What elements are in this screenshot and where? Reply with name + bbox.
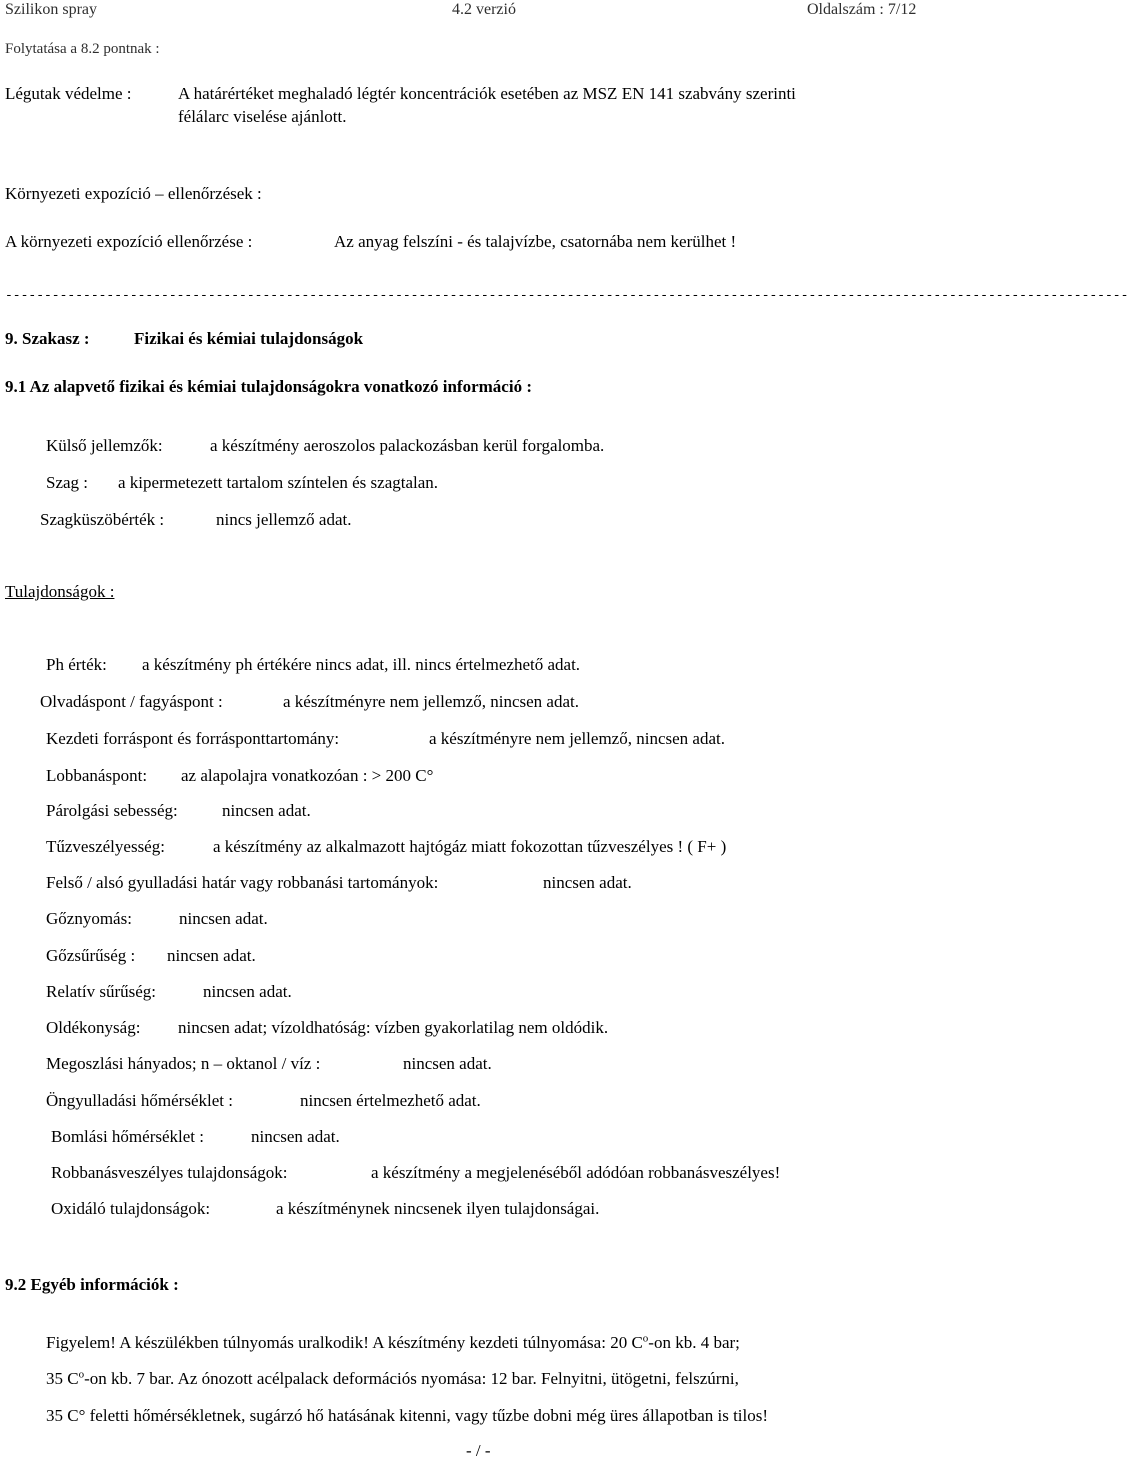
prop-label: Oxidáló tulajdonságok: (51, 1199, 211, 1218)
s91-heading: 9.1 Az alapvető fizikai és kémiai tulajdonságokra vonatkozó információ : (5, 377, 532, 396)
version-label: 4.2 verzió (452, 1, 516, 18)
prop-value: a készítmény az alkalmazott hajtógáz miatt fokozottan tűzveszélyes ! ( F+ ) (213, 837, 727, 856)
prop-value: nincsen adat. (167, 946, 256, 965)
prop-value: nincsen adat. (543, 873, 632, 892)
prop-label: Robbanásveszélyes tulajdonságok: (51, 1163, 288, 1182)
prop-value: nincsen adat; vízoldhatóság: vízben gyakorlatilag nem oldódik. (178, 1018, 609, 1037)
s92-heading: 9.2 Egyéb információk : (5, 1275, 179, 1294)
env-label: A környezeti expozíció ellenőrzése : (5, 232, 253, 251)
prop-value: az alapolajra vonatkozóan : > 200 C° (181, 766, 434, 785)
env-value: Az anyag felszíni - és talajvízbe, csatornába nem kerülhet ! (334, 232, 737, 251)
page-footer: - / - (466, 1441, 491, 1460)
prop-label: Oldékonyság: (46, 1018, 141, 1037)
section-title: Fizikai és kémiai tulajdonságok (134, 329, 364, 348)
prop-value: nincsen adat. (403, 1054, 492, 1073)
prop-label: Bomlási hőmérséklet : (51, 1127, 204, 1146)
prop-value: a készítmény a megjelenéséből adódóan robbanásveszélyes! (371, 1163, 781, 1182)
prop-value: nincsen értelmezhető adat. (300, 1091, 481, 1110)
doc-title: Szilikon spray (5, 1, 97, 18)
prop-value: a kipermetezett tartalom színtelen és szagtalan. (118, 473, 439, 492)
prop-value: a készítményre nem jellemző, nincsen adat. (429, 729, 725, 748)
respiratory-label: Légutak védelme : (5, 84, 132, 103)
prop-label: Öngyulladási hőmérséklet : (46, 1091, 233, 1110)
prop-value: a készítmény ph értékére nincs adat, ill. nincs értelmezhető adat. (142, 655, 581, 674)
prop-value: nincsen adat. (222, 801, 311, 820)
prop-value: nincsen adat. (179, 909, 268, 928)
prop-label: Tűzveszélyesség: (46, 837, 165, 856)
prop-value: a készítmény aeroszolos palackozásban kerül forgalomba. (210, 436, 605, 455)
prop-value: nincs jellemző adat. (216, 510, 352, 529)
env-heading: Környezeti expozíció – ellenőrzések : (5, 184, 262, 203)
prop-label: Kezdeti forráspont és forrásponttartomány: (46, 729, 340, 748)
continuation-note: Folytatása a 8.2 pontnak : (5, 41, 160, 57)
prop-label: Relatív sűrűség: (46, 982, 157, 1001)
s92-text-1 (46, 1333, 740, 1353)
prop-label: Szag : (46, 473, 89, 492)
s92-text-2 (46, 1369, 739, 1389)
prop-label: Szagküszöbérték : (40, 510, 165, 529)
prop-label: Ph érték: (46, 655, 107, 674)
prop-value: a készítménynek nincsenek ilyen tulajdonságai. (276, 1199, 600, 1218)
separator-line: ------------------------------------------------------------------------------------------------------------------------------------------------ (5, 288, 1128, 303)
prop-label: Párolgási sebesség: (46, 801, 178, 820)
prop-value: a készítményre nem jellemző, nincsen adat. (283, 692, 579, 711)
prop-label: Gőznyomás: (46, 909, 132, 928)
properties-heading: Tulajdonságok : (5, 582, 115, 601)
degree-sup: o (78, 1368, 85, 1381)
respiratory-text-1: A határértéket meghaladó légtér koncentrációk esetében az MSZ EN 141 szabvány szerinti (178, 84, 796, 103)
prop-value: nincsen adat. (203, 982, 292, 1001)
prop-label: Gőzsűrűség : (46, 946, 136, 965)
prop-label: Felső / alsó gyulladási határ vagy robbanási tartományok: (46, 873, 439, 892)
section-number: 9. Szakasz : (5, 329, 90, 348)
s92-text-1a: Figyelem! A készülékben túlnyomás uralkodik! A készítmény kezdeti túlnyomása: 20 C (46, 1333, 643, 1352)
s92-text-2b: -on kb. 7 bar. Az ónozott acélpalack deformációs nyomása: 12 bar. Felnyitni, ütögetni, felszúrni, (84, 1369, 739, 1388)
prop-label: Lobbanáspont: (46, 766, 148, 785)
s92-text-1b: -on kb. 4 bar; (648, 1333, 740, 1352)
page-number: Oldalszám : 7/12 (807, 1, 917, 18)
s92-text-2a: 35 C (46, 1369, 79, 1388)
prop-label: Megoszlási hányados; n – oktanol / víz : (46, 1054, 321, 1073)
prop-label: Külső jellemzők: (46, 436, 163, 455)
prop-value: nincsen adat. (251, 1127, 340, 1146)
prop-label: Olvadáspont / fagyáspont : (40, 692, 223, 711)
s92-text-3: 35 C° feletti hőmérsékletnek, sugárzó hő hatásának kitenni, vagy tűzbe dobni még üres állapotban is tilos! (46, 1406, 769, 1425)
respiratory-text-2: félálarc viselése ajánlott. (178, 107, 347, 126)
degree-sup: o (642, 1332, 649, 1345)
